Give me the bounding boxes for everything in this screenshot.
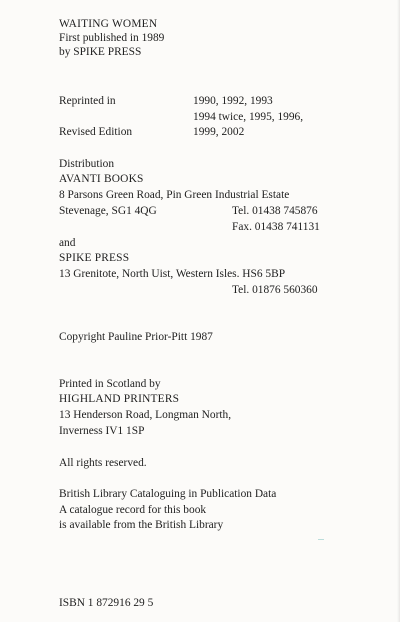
isbn: ISBN 1 872916 29 5 <box>59 597 154 609</box>
paper-speck <box>318 539 324 540</box>
publisher-line: by SPIKE PRESS <box>59 46 142 58</box>
first-published: First published in 1989 <box>59 32 165 44</box>
book-title: WAITING WOMEN <box>59 18 158 30</box>
and-connector: and <box>59 237 76 249</box>
press-address: 13 Grenitote, North Uist, Western Isles. HS6 5BP <box>59 268 286 280</box>
revised-label: Revised Edition <box>59 126 133 138</box>
distributor-tel: Tel. 01438 745876 <box>232 205 318 217</box>
distributor-address: 8 Parsons Green Road, Pin Green Industrial Estate <box>59 189 290 201</box>
printer-address-1: 13 Henderson Road, Longman North, <box>59 409 232 421</box>
reprinted-label: Reprinted in <box>59 95 116 107</box>
rights-reserved: All rights reserved. <box>59 457 147 469</box>
copyright-notice: Copyright Pauline Prior-Pitt 1987 <box>59 331 213 343</box>
distribution-label: Distribution <box>59 158 115 170</box>
press-tel: Tel. 01876 560360 <box>232 284 318 296</box>
printer-address-2: Inverness IV1 1SP <box>59 425 145 437</box>
cataloguing-1: British Library Cataloguing in Publication Data <box>59 488 277 500</box>
press-name: SPIKE PRESS <box>59 252 130 264</box>
distributor-name: AVANTI BOOKS <box>59 173 144 185</box>
reprint-years-1: 1990, 1992, 1993 <box>193 95 273 107</box>
cataloguing-3: is available from the British Library <box>59 519 224 531</box>
reprint-years-2: 1994 twice, 1995, 1996, <box>193 111 304 123</box>
revised-years: 1999, 2002 <box>193 126 245 138</box>
distributor-town: Stevenage, SG1 4QG <box>59 205 157 217</box>
cataloguing-2: A catalogue record for this book <box>59 504 207 516</box>
distributor-fax: Fax. 01438 741131 <box>232 221 320 233</box>
printer-name: HIGHLAND PRINTERS <box>59 393 180 405</box>
printed-in: Printed in Scotland by <box>59 378 161 390</box>
